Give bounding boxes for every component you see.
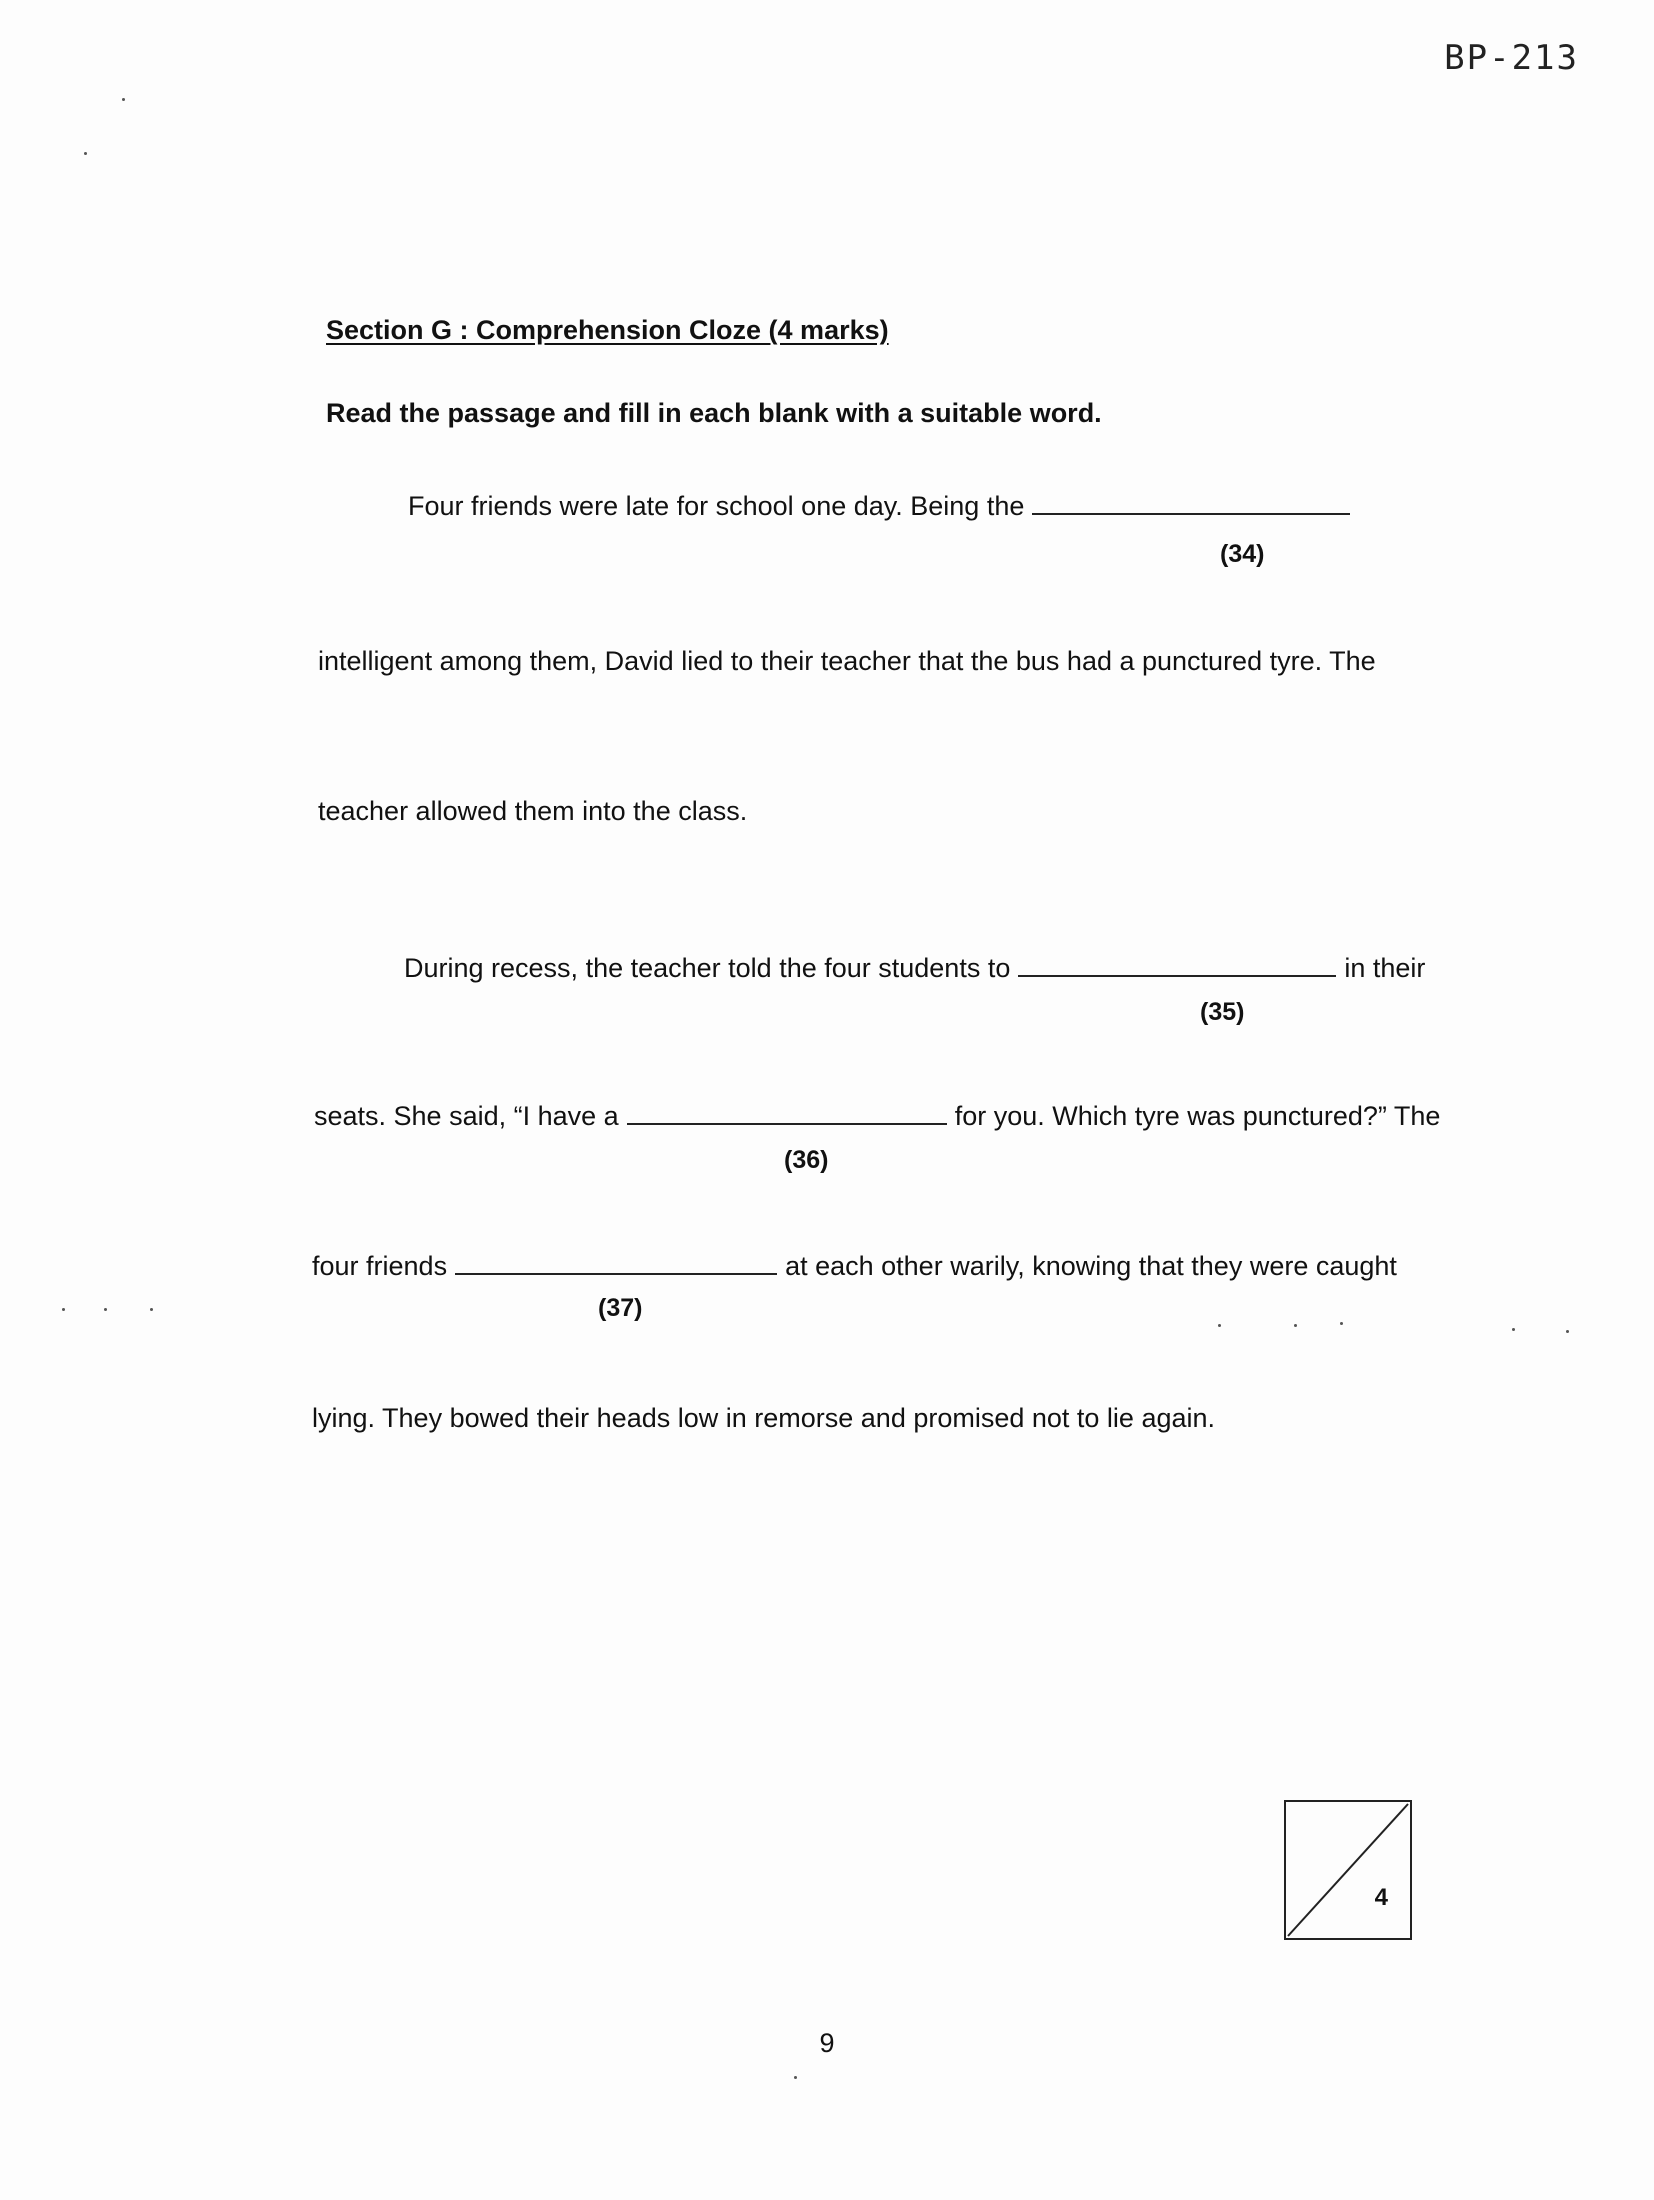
marks-value: 4	[1374, 1884, 1388, 1911]
blank-36[interactable]	[627, 1103, 947, 1125]
scan-speck	[1340, 1322, 1343, 1325]
scan-speck	[794, 2076, 797, 2079]
blank-35[interactable]	[1018, 955, 1336, 977]
passage-text: Four friends were late for school one day. Being the	[408, 491, 1025, 521]
scan-speck	[1294, 1324, 1297, 1327]
passage-text: During recess, the teacher told the four students to	[404, 953, 1011, 983]
blank-37[interactable]	[455, 1253, 777, 1275]
scan-speck	[1566, 1330, 1569, 1333]
scan-speck	[1512, 1328, 1515, 1331]
question-number-37: (37)	[598, 1294, 643, 1322]
scan-speck	[62, 1308, 65, 1311]
passage-line	[314, 1098, 1440, 1134]
passage-text: for you. Which tyre was punctured?” The	[954, 1101, 1441, 1131]
scan-speck	[104, 1308, 107, 1311]
question-number-36: (36)	[784, 1146, 829, 1174]
question-number-35: (35)	[1200, 998, 1245, 1026]
question-number-34: (34)	[1220, 540, 1265, 568]
scan-speck	[122, 98, 125, 101]
marks-box	[1284, 1800, 1412, 1940]
paper-code: BP-213	[1444, 38, 1579, 78]
blank-34[interactable]	[1032, 493, 1350, 515]
passage-line: lying. They bowed their heads low in remorse and promised not to lie again.	[312, 1403, 1216, 1433]
passage-line: intelligent among them, David lied to their teacher that the bus had a punctured tyre. The	[318, 646, 1376, 676]
passage-text: four friends	[312, 1251, 448, 1281]
instruction-text: Read the passage and fill in each blank with a suitable word.	[326, 398, 1102, 428]
diagonal-line-icon	[1286, 1802, 1410, 1938]
passage-line	[404, 950, 1425, 986]
scan-speck	[84, 152, 87, 155]
page-number: 9	[819, 2028, 835, 2058]
passage-line: teacher allowed them into the class.	[318, 796, 748, 826]
passage-line	[408, 488, 1358, 524]
passage-text: seats. She said, “I have a	[314, 1101, 619, 1131]
passage-text: in their	[1344, 953, 1426, 983]
passage-line	[312, 1248, 1397, 1284]
passage-text: at each other warily, knowing that they were caught	[785, 1251, 1397, 1281]
scan-speck	[1218, 1324, 1221, 1327]
section-title: Section G : Comprehension Cloze (4 marks)	[326, 315, 889, 345]
scan-speck	[150, 1308, 153, 1311]
